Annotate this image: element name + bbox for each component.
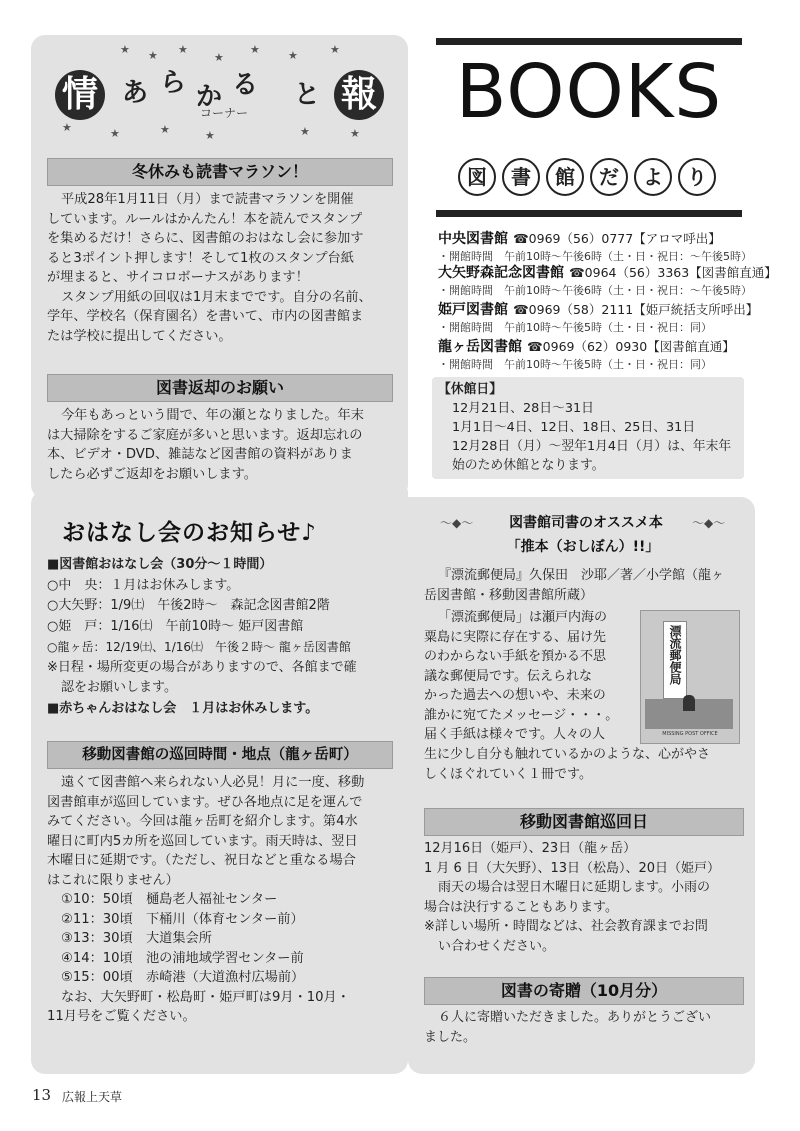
star-icon: ★ bbox=[300, 125, 310, 138]
osusume-body-wide: 生に少し自分も触れているかのような、心がやさ しくほぐれていく１冊です。 bbox=[424, 747, 711, 782]
star-icon: ★ bbox=[288, 49, 298, 62]
mobile-route-body: 遠くて図書館へ来られない人必見！月に一度、移動 図書館車が巡回しています。ぜひ各地点に足を運んで みてください。今回は龍ヶ岳町を紹介します。第4水 曜日に町内5カ所を巡回しています。雨天時は、翌日 木曜日に延期です。（ただし、祝日などと重なる場合 はこれに限りません） ①10：50頃 樋島老人福祉センター ②11：30頃 下桶川（体育センター前） ③13：30頃 大道集会所 ④14：10頃 池の浦地域学習センター前 ⑤15：00頃 赤崎港（大道漁村広場前） なお、大矢野町・松島町・姫戸町は9月・10月・ 11月号をご覧ください。 bbox=[47, 773, 393, 1027]
title-char-right: 報 bbox=[334, 70, 384, 120]
return-body: 今年もあっという間で、年の瀬となりました。年末 は大掃除をするご家庭が多いと思います。返却忘れの 本、ビデオ・DVD、雑誌など図書館の資料がありま したら必ずご返却をお願いします。 bbox=[47, 408, 364, 482]
star-icon: ★ bbox=[214, 51, 224, 64]
library-central: 中央図書館 ☎0969（56）0777【アロマ呼出】 ・開館時間 午前10時～午後6時（土・日・祝日：～午後5時） bbox=[438, 231, 752, 263]
title-hiragana: ら bbox=[160, 68, 187, 98]
postbox-icon bbox=[683, 695, 695, 711]
star-icon: ★ bbox=[350, 127, 360, 140]
return-heading: 図書返却のお願い bbox=[47, 374, 393, 402]
route-stop: ③13：30頃 大道集会所 bbox=[61, 931, 212, 946]
star-icon: ★ bbox=[148, 49, 158, 62]
star-icon: ★ bbox=[178, 43, 188, 56]
books-bottom-rule bbox=[436, 210, 742, 217]
route-stop: ④14：10頃 池の浦地域学習センター前 bbox=[61, 950, 304, 966]
osusume-heading-line1: 図書館司書のオススメ本 bbox=[509, 515, 663, 531]
title-hiragana: と bbox=[294, 80, 321, 110]
mobile-schedule-body: 12月16日（姫戸）、23日（龍ヶ岳） 1 月 6 日（大矢野）、13日（松島）、20日（姫戸） 雨天の場合は翌日木曜日に延期します。小雨の 場合は決行することもあります。 ※詳しい場所・時間などは、社会教育課までお問 い合わせください。 bbox=[424, 841, 721, 954]
osusume-ornament-right: 〜◆〜 bbox=[692, 516, 726, 530]
ohanashi-heading: おはなし会のお知らせ♪ bbox=[62, 520, 317, 546]
donation-body: ６人に寄贈いただきました。ありがとうござい ました。 bbox=[424, 1010, 712, 1045]
star-icon: ★ bbox=[330, 43, 340, 56]
star-icon: ★ bbox=[205, 129, 215, 142]
osusume-heading-line2: 「推本（おしぼん）!!」 bbox=[506, 539, 660, 555]
title-char-left: 情 bbox=[55, 70, 105, 120]
route-stop: ②11：30頃 下桶川（体育センター前） bbox=[61, 911, 304, 927]
library-oyano: 大矢野森記念図書館 ☎0964（56）3363【図書館直通】 ・開館時間 午前10時～午後6時（土・日・祝日：～午後5時） bbox=[438, 265, 777, 297]
star-icon: ★ bbox=[120, 43, 130, 56]
book-cover bbox=[640, 610, 740, 744]
library-himedo: 姫戸図書館 ☎0969（58）2111【姫戸統括支所呼出】 ・開館時間 午前10時～午後5時（土・日・祝日：同） bbox=[438, 302, 759, 334]
osusume-ornament-left: 〜◆〜 bbox=[440, 516, 474, 530]
books-subtitle: 図 書 館 だ よ り bbox=[458, 158, 728, 194]
title-hiragana: か bbox=[196, 82, 223, 112]
donation-heading: 図書の寄贈（10月分） bbox=[424, 977, 744, 1005]
mobile-schedule-heading: 移動図書館巡回日 bbox=[424, 808, 744, 836]
book-cover-caption: MISSING POST OFFICE bbox=[662, 731, 718, 737]
books-top-rule bbox=[436, 38, 742, 45]
book-cover-title: 漂流郵便局 bbox=[668, 625, 682, 685]
title-hiragana: あ bbox=[122, 78, 149, 108]
marathon-body: 平成28年1月11日（月）まで読書マラソンを開催 しています。ルールはかんたん！本を読んでスタンプ を集めるだけ！さらに、図書館のおはなし会に参加す ると3ポイント押します！そして1枚のスタンプ台紙 が埋まると、サイコロボーナスがあります！ スタンプ用紙の回収は1月末までです。自分の名前、 学年、学校名（保育園名）を書いて、市内の図書館ま たは学校に提出してください。 bbox=[47, 192, 372, 344]
publication-name: 広報上天草 bbox=[62, 1090, 123, 1104]
ohanashi-body: ■図書館おはなし会（30分～１時間） ○中 央：１月はお休みします。 ○大矢野：1/9㈯ 午後2時～ 森記念図書館2階 ○姫 戸：1/16㈯ 午前10時～ 姫戸図書館 ○龍ヶ岳：12/19㈯、1/16㈯ 午後２時～ 龍ヶ岳図書館 ※日程・場所変更の場合がありますので、各館まで確 認をお願いします。 ■赤ちゃんおはなし会 １月はお休みします。 bbox=[47, 557, 357, 716]
osusume-ref: 『漂流郵便局』久保田 沙耶／著／小学館（龍ヶ 岳図書館・移動図書館所蔵） bbox=[424, 568, 725, 603]
osusume-body: 「漂流郵便局」は瀬戸内海の 粟島に実際に存在する、届け先 のわからない手紙を預かる不思 議な郵便局です。伝えられな かった過去への想いや、未来の 誰かに宛てたメッセージ・・・。 届く手紙は様々です。人々の人 bbox=[424, 610, 619, 742]
closed-days: 【休館日】 12月21日、28日～31日 1月1日～4日、12日、18日、25日、31日 12月28日（月）～翌年1月4日（月）は、年末年 始のため休館となります。 bbox=[438, 382, 732, 473]
books-title: BOOKS bbox=[455, 49, 723, 135]
marathon-heading: 冬休みも読書マラソン！ bbox=[47, 158, 393, 186]
route-stop: ⑤15：00頃 赤崎港（大道漁村広場前） bbox=[61, 970, 305, 985]
title-hiragana: る bbox=[232, 70, 259, 100]
star-icon: ★ bbox=[160, 123, 170, 136]
page-number: 13 bbox=[32, 1086, 52, 1104]
mobile-route-heading: 移動図書館の巡回時間・地点（龍ヶ岳町） bbox=[47, 741, 393, 769]
star-icon: ★ bbox=[62, 121, 72, 134]
star-icon: ★ bbox=[110, 127, 120, 140]
corner-subtitle: コーナー bbox=[200, 106, 249, 120]
route-stop: ①10：50頃 樋島老人福祉センター bbox=[61, 892, 278, 907]
library-ryugatake: 龍ヶ岳図書館 ☎0969（62）0930【図書館直通】 ・開館時間 午前10時～午後5時（土・日・祝日：同） bbox=[438, 339, 735, 371]
star-icon: ★ bbox=[250, 43, 260, 56]
